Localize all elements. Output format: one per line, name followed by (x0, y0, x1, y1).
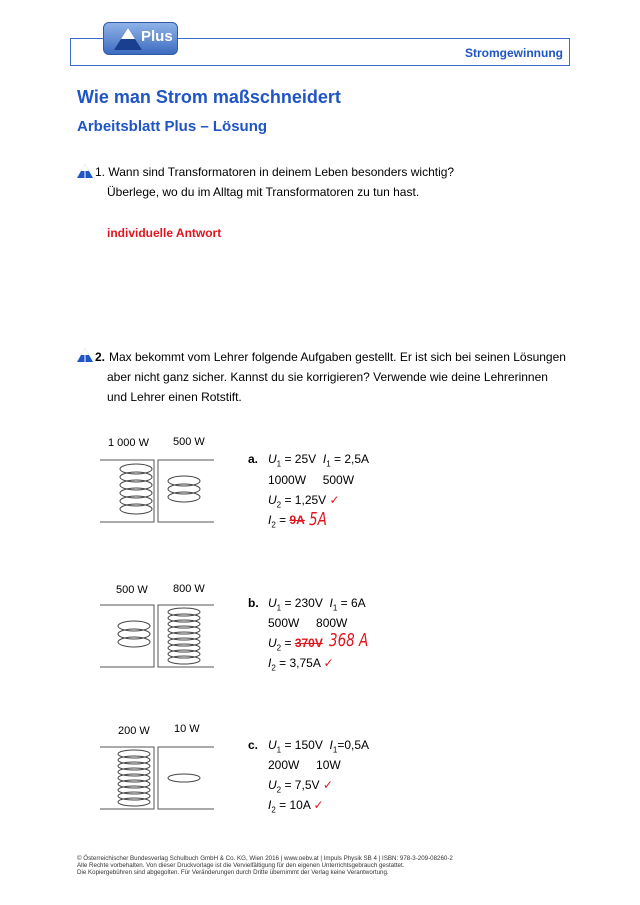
page-title: Wie man Strom maßschneidert (77, 87, 341, 107)
transformer-diagram (96, 455, 218, 527)
task1-answer: individuelle Antwort (107, 226, 222, 240)
task2-line2: aber nicht ganz sicher. Kannst du sie korrigieren? Verwende wie deine Lehrerinnen (107, 370, 548, 384)
item-letter: b. (248, 596, 259, 610)
answer-line: $I_2 = 3,75A$ ✓ (268, 656, 334, 673)
secondary-power-label: 800 W (173, 583, 205, 595)
check-icon: ✓ (329, 493, 340, 507)
item-letter: c. (248, 738, 259, 752)
page-subtitle: Arbeitsblatt Plus – Lösung (77, 118, 268, 135)
handwritten-correction: 5A (309, 509, 327, 530)
handwritten-correction: 368 A (329, 630, 369, 651)
plus-logo (103, 22, 178, 55)
footer-disclaimer: Die Kopiergebühren sind abgegolten. Für Veränderungen durch Dritte übernimmt der Verlag keine Verantwortung. (77, 869, 389, 876)
secondary-power-label: 10 W (174, 723, 200, 735)
pyramid-icon (77, 348, 93, 362)
pyramid-icon (106, 23, 146, 55)
secondary-power-label: 500 W (173, 436, 205, 448)
task1-question: 1. Wann sind Transformatoren in deinem Leben besonders wichtig? (95, 165, 455, 179)
given-values: $U_1 = 150V$ $I_1=0,5A$ (268, 738, 370, 755)
transformer-diagram (96, 742, 218, 814)
answer-line: $U_2 = 370V$ (268, 636, 323, 653)
task2-line3: und Lehrer einen Rotstift. (107, 390, 242, 404)
struck-answer: 9A (289, 513, 305, 527)
check-icon: ✓ (323, 656, 334, 670)
answer-line: $U_2 = 7,5V$ ✓ (268, 778, 333, 795)
primary-power-label: 1 000 W (108, 437, 149, 449)
answer-line: $I_2 = 10A$ ✓ (268, 798, 324, 815)
task2-number: 2. (95, 350, 106, 364)
power-values: 200W 10W (268, 758, 341, 772)
primary-power-label: 500 W (116, 584, 148, 596)
check-icon: ✓ (313, 798, 324, 812)
logo-text: Plus (141, 28, 173, 45)
power-values: 1000W 500W (268, 473, 355, 487)
primary-power-label: 200 W (118, 725, 150, 737)
item-letter: a. (248, 452, 259, 466)
given-values: $U_1 = 25V$ $I_1 = 2,5A$ (268, 452, 370, 469)
check-icon: ✓ (322, 778, 333, 792)
task2-line1: Max bekommt vom Lehrer folgende Aufgaben gestellt. Er ist sich bei seinen Lösungen (109, 350, 566, 364)
given-values: $U_1 = 230V$ $I_1 = 6A$ (268, 596, 366, 613)
answer-line: $I_2 = 9A$ (268, 513, 305, 530)
footer-rights: Alle Rechte vorbehalten. Von dieser Druckvorlage ist die Vervielfältigung für den eigenen Unterrichtsgebrauch gestattet. (77, 862, 405, 869)
answer-line: $U_2 = 1,25V$ ✓ (268, 493, 340, 510)
pyramid-icon (77, 164, 93, 178)
footer-copyright: © Österreichischer Bundesverlag Schulbuch GmbH & Co. KG, Wien 2016 | www.oebv.at | Impuls Physik SB 4 | ISBN: 978-3-209-08260-2 (77, 855, 453, 862)
transformer-diagram (96, 600, 218, 672)
struck-answer: 370V (294, 636, 323, 650)
section-label: Stromgewinnung (465, 46, 563, 60)
task1-hint: Überlege, wo du im Alltag mit Transformatoren zu tun hast. (107, 185, 420, 199)
power-values: 500W 800W (268, 616, 348, 630)
